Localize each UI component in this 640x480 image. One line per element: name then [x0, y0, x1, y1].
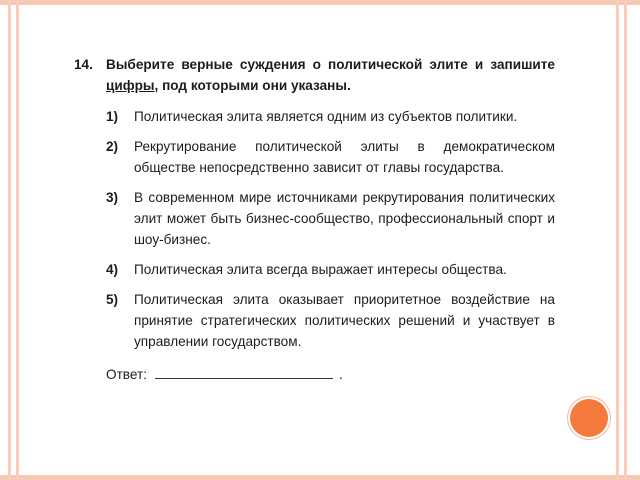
decorative-orange-circle	[570, 399, 608, 437]
list-item	[106, 289, 555, 352]
question-number: 14.	[74, 57, 93, 72]
question-text-start: Выберите верные суждения о политической элите и запишите	[106, 57, 555, 72]
option-number: 2)	[106, 139, 119, 154]
option-text: Политическая элита оказывает приоритетное воздействие на принятие стратегических политических решений и участвует в управлении государством.	[134, 292, 555, 349]
option-text: Рекрутирование политической элиты в демократическом обществе непосредственно зависит от главы государства.	[134, 139, 555, 175]
answer-end-mark: .	[338, 367, 343, 382]
question-header	[74, 54, 555, 96]
option-number: 1)	[106, 109, 119, 124]
option-text: В современном мире источниками рекрутирования политических элит может быть бизнес-сообщество, профессиональный спорт и шоу-бизнес.	[134, 190, 555, 247]
answer-row	[106, 364, 555, 385]
question-text-end: , под которыми они указаны.	[154, 78, 351, 93]
question-text-bold: цифры	[106, 78, 155, 93]
slide-top-border	[0, 0, 640, 5]
option-number: 3)	[106, 190, 119, 205]
option-text: Политическая элита всегда выражает интересы общества.	[134, 262, 507, 277]
list-item	[106, 136, 555, 178]
answer-blank-line[interactable]	[155, 364, 333, 379]
slide-left-line-outer	[8, 0, 11, 480]
option-number: 5)	[106, 292, 119, 307]
slide-right-line-outer	[624, 0, 627, 480]
answer-label: Ответ:	[106, 367, 147, 382]
list-item	[106, 187, 555, 250]
slide-right-line-inner	[616, 0, 619, 480]
option-number: 4)	[106, 262, 119, 277]
options-list	[106, 106, 555, 352]
question-text	[106, 54, 555, 96]
slide-bottom-border	[0, 475, 640, 480]
question-document	[60, 54, 555, 385]
option-text: Политическая элита является одним из субъектов политики.	[134, 109, 518, 124]
list-item	[106, 106, 555, 127]
list-item	[106, 259, 555, 280]
slide-left-line-inner	[16, 0, 19, 480]
